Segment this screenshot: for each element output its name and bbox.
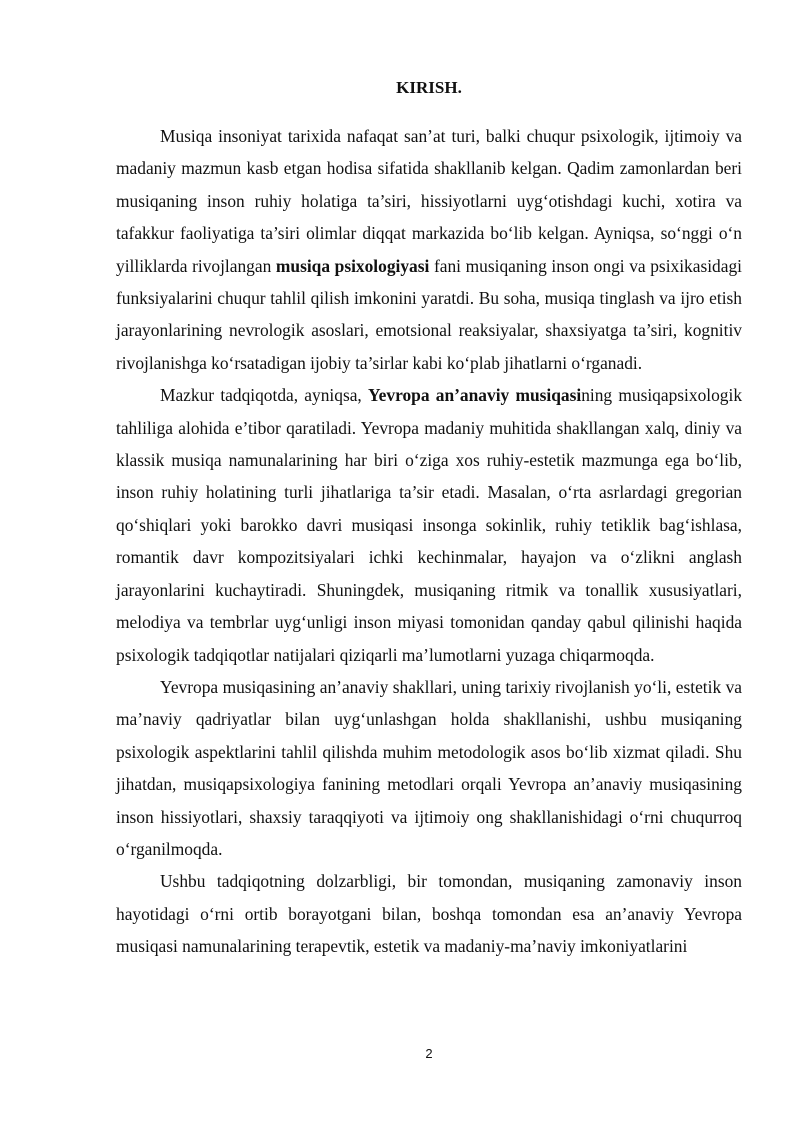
paragraph-1-text-1: Musiqa insoniyat tarixida nafaqat san’at turi, balki chuqur psixologik, ijtimoiy va madaniy mazmun kasb etgan hodisa sifatida shakllanib kelgan. Qadim zamonlardan beri musiqaning inson ruhiy holatiga ta’siri, hissiyotlarni uyg‘otishdagi kuchi, xotira va tafakkur faoliyatiga ta’siri olimlar diqqat markazida bo‘lib kelgan. Ayniqsa, so‘nggi o‘n yilliklarda rivojlangan [116, 126, 742, 276]
paragraph-1 [116, 120, 742, 379]
paragraph-1-text-2: fani musiqaning inson ongi va psixikasidagi funksiyalarini chuqur tahlil qilish imkonini yaratdi. Bu soha, musiqa tinglash va ijro etish jarayonlarining nevrologik asoslari, emotsional reaksiyalar, shaxsiyatga ta’siri, kognitiv rivojlanishga ko‘rsatadigan ijobiy ta’sirlar kabi ko‘plab jihatlarni o‘rganadi. [116, 255, 743, 373]
page-title: KIRISH. [396, 78, 462, 97]
paragraph-3-text-1: Yevropa musiqasining an’anaviy shakllari, uning tarixiy rivojlanish yo‘li, estetik va ma’naviy qadriyatlar bilan uyg‘unlashgan holda shakllanishi, ushbu musiqaning psixologik aspektlarini tahlil qilishda muhim metodologik asos bo‘lib xizmat qiladi. Shu jihatdan, musiqapsixologiya fanining metodlari orqali Yevropa an’anaviy musiqasining inson hissiyotlari, shaxsiy taraqqiyoti va ijtimoiy ong shakllanishidagi o‘rni chuqurroq o‘rganilmoqda. [116, 676, 742, 859]
paragraph-4 [116, 865, 742, 962]
document-page [116, 0, 742, 1131]
paragraph-2-text-2: ning musiqapsixologik tahliliga alohida e’tibor qaratiladi. Yevropa madaniy muhitida shakllangan xalq, diniy va klassik musiqa namunalarining har biri o‘ziga xos ruhiy-estetik mazmunga ega bo‘lib, inson ruhiy holatining turli jihatlariga ta’sir etadi. Masalan, o‘rta asrlardagi gregorian qo‘shiqlari yoki barokko davri musiqasi insonga sokinlik, ruhiy tetiklik bag‘ishlasa, romantik davr kompozitsiyalari ichki kechinmalar, hayajon va o‘zlikni anglash jarayonlarini kuchaytiradi. Shuningdek, musiqaning ritmik va tonallik xususiyatlari, melodiya va tembrlar uyg‘unligi inson miyasi tomonidan qanday qabul qilinishi haqida psixologik tadqiqotlar natijalari qiziqarli ma’lumotlarni yuzaga chiqarmoqda. [116, 385, 743, 665]
page-number: 2 [425, 1046, 433, 1061]
paragraph-2-text-1: Mazkur tadqiqotda, ayniqsa, [160, 385, 369, 406]
paragraph-4-text-1: Ushbu tadqiqotning dolzarbligi, bir tomondan, musiqaning zamonaviy inson hayotidagi o‘rni ortib borayotgani bilan, boshqa tomondan esa an’anaviy Yevropa musiqasi namunalarining terapevtik, estetik va madaniy-ma’naviy imkoniyatlarini [116, 871, 742, 957]
paragraph-2-bold-term: Yevropa an’anaviy musiqasi [368, 385, 582, 406]
document-body [116, 120, 742, 963]
paragraph-1-bold-term: musiqa psixologiyasi [275, 255, 430, 276]
paragraph-2 [116, 379, 742, 671]
paragraph-3 [116, 671, 742, 865]
